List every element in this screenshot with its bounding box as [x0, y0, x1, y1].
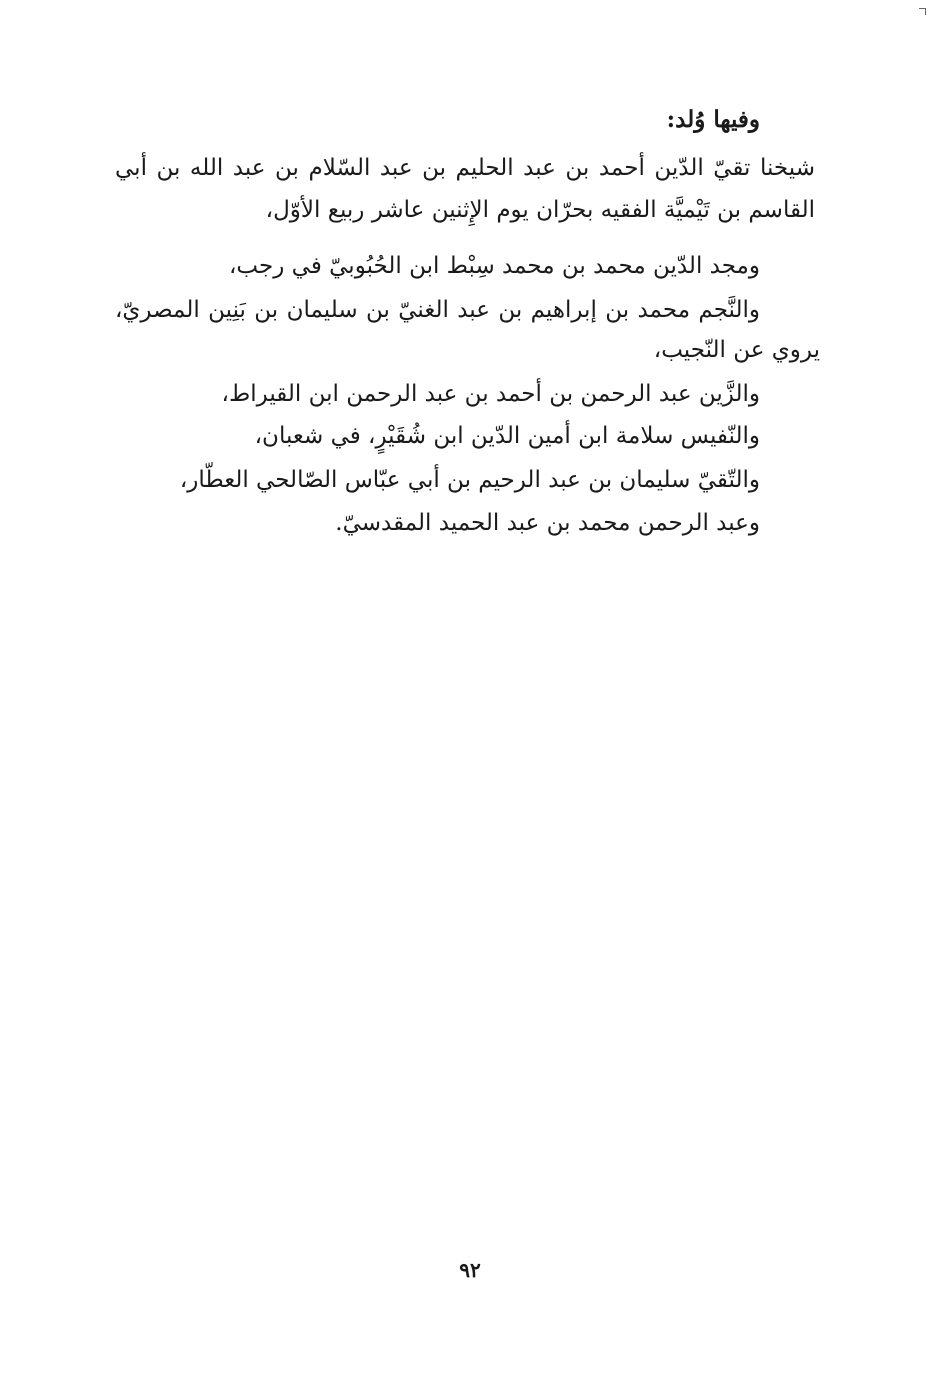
text-line-4: والنَّجم محمد بن إبراهيم بن عبد الغنيّ بن سليمان بن بَنِين المصريّ،: [115, 297, 760, 323]
section-heading: وفيها وُلد:: [666, 106, 760, 133]
text-line-7: والنّفيس سلامة ابن أمين الدّين ابن شُقَيْرٍ، في شعبان،: [254, 423, 760, 449]
text-line-8: والتّقيّ سليمان بن عبد الرحيم بن أبي عبّاس الصّالحي العطّار،: [179, 467, 760, 493]
text-line-1: شيخنا تقيّ الدّين أحمد بن عبد الحليم بن عبد السّلام بن عبد الله بن أبي: [115, 155, 815, 181]
text-line-6: والزَّين عبد الرحمن بن أحمد بن عبد الرحمن ابن القيراط،: [221, 381, 760, 407]
text-line-3: ومجد الدّين محمد بن محمد سِبْط ابن الحُبُوبيّ في رجب،: [229, 253, 760, 279]
text-line-9: وعبد الرحمن محمد بن عبد الحميد المقدسيّ.: [335, 510, 760, 536]
corner-mark: [919, 8, 926, 15]
text-line-2: القاسم بن تَيْميَّة الفقيه بحرّان يوم الإِثنين عاشر ربيع الأوّل،: [265, 197, 815, 223]
text-line-5: يروي عن النّجيب،: [653, 337, 820, 363]
page-number: ٩٢: [459, 1258, 481, 1282]
